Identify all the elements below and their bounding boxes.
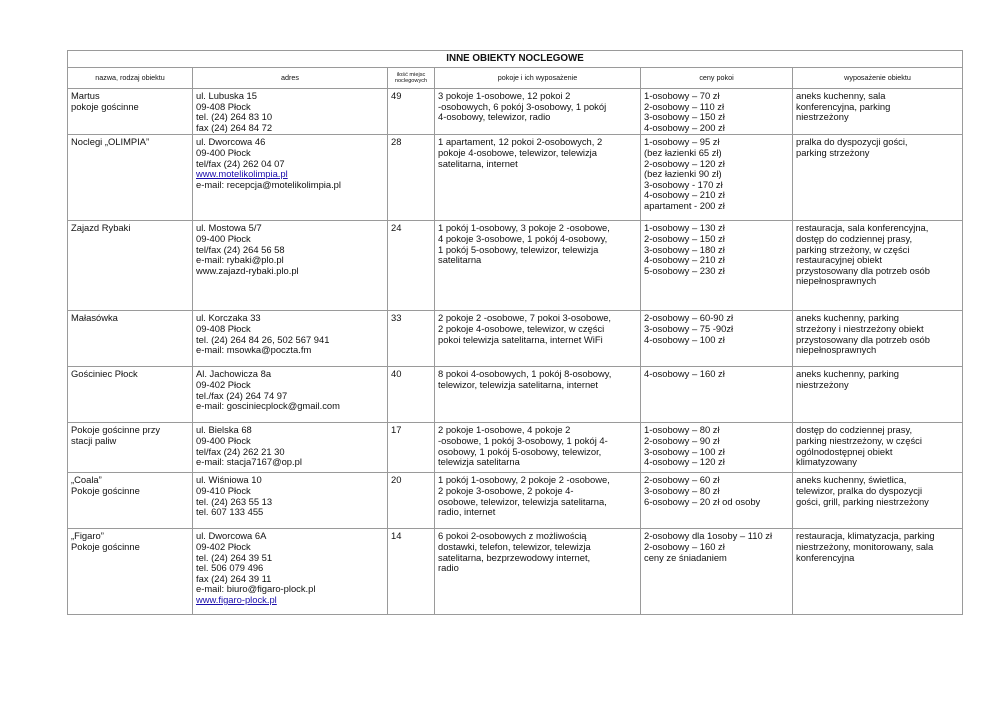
cell-prices: 1-osobowy – 70 zł 2-osobowy – 110 zł 3-osobowy – 150 zł 4-osobowy – 200 zł bbox=[641, 89, 793, 135]
address-line: e-mail: stacja7167@op.pl bbox=[196, 456, 302, 468]
address-line: tel./fax (24) 264 74 97 bbox=[196, 389, 288, 401]
table-row bbox=[68, 135, 963, 221]
cell-name: Noclegi „OLIMPIA” bbox=[68, 135, 193, 221]
address-line: tel. 607 133 455 bbox=[196, 506, 264, 518]
cell-rooms: 6 pokoi 2-osobowych z możliwością dostawki, telefon, telewizor, telewizja satelitarna, bezprzewodowy internet, radio bbox=[435, 529, 641, 615]
cell-beds: 17 bbox=[388, 423, 435, 473]
table-row bbox=[68, 473, 963, 529]
address-line: Al. Jachowicza 8a bbox=[196, 368, 272, 380]
cell-equipment: pralka do dyspozycji gości, parking strzeżony bbox=[793, 135, 963, 221]
cell-equipment: restauracja, sala konferencyjna, dostęp do codziennej prasy, parking strzeżony, w części restauracyjnej obiekt przystosowany dla potrzeb osób niepełnosprawnych bbox=[793, 221, 963, 311]
header-beds: ilość miejsc noclegowych bbox=[388, 68, 435, 89]
address-line: 09-408 Płock bbox=[196, 322, 251, 334]
cell-equipment: dostęp do codziennej prasy, parking niestrzeżony, w części ogólnodostępnej obiekt klimatyzowany bbox=[793, 423, 963, 473]
cell-name: Pokoje gościnne przy stacji paliw bbox=[68, 423, 193, 473]
cell-rooms: 2 pokoje 2 -osobowe, 7 pokoi 3-osobowe, 2 pokoje 4-osobowe, telewizor, w części pokoi telewizja satelitarna, internet WiFi bbox=[435, 311, 641, 367]
website-link[interactable]: www.figaro-plock.pl bbox=[196, 593, 277, 605]
cell-address bbox=[193, 89, 388, 135]
address-line: 09-400 Płock bbox=[196, 232, 251, 244]
cell-name: Martus pokoje gościnne bbox=[68, 89, 193, 135]
header-address: adres bbox=[193, 68, 388, 89]
cell-prices: 2-osobowy dla 1osoby – 110 zł 2-osobowy – 160 zł ceny ze śniadaniem bbox=[641, 529, 793, 615]
address-line: ul. Mostowa 5/7 bbox=[196, 222, 262, 234]
address-line: ul. Wiśniowa 10 bbox=[196, 474, 262, 486]
cell-address bbox=[193, 473, 388, 529]
cell-beds: 20 bbox=[388, 473, 435, 529]
address-line: ul. Dworcowa 6A bbox=[196, 530, 267, 542]
address-line: ul. Bielska 68 bbox=[196, 424, 252, 436]
address-line: tel. (24) 263 55 13 bbox=[196, 495, 273, 507]
cell-rooms: 8 pokoi 4-osobowych, 1 pokój 8-osobowy, telewizor, telewizja satelitarna, internet bbox=[435, 367, 641, 423]
cell-prices: 1-osobowy – 130 zł 2-osobowy – 150 zł 3-osobowy – 180 zł 4-osobowy – 210 zł 5-osobowy – 230 zł bbox=[641, 221, 793, 311]
address-line: 09-402 Płock bbox=[196, 540, 251, 552]
address-line: 09-400 Płock bbox=[196, 434, 251, 446]
cell-rooms: 1 pokój 1-osobowy, 3 pokoje 2 -osobowe, 4 pokoje 3-osobowe, 1 pokój 4-osobowy, 1 pokój 5-osobowy, telewizor, telewizja satelitarna bbox=[435, 221, 641, 311]
address-line: tel. (24) 264 39 51 bbox=[196, 551, 273, 563]
cell-prices: 4-osobowy – 160 zł bbox=[641, 367, 793, 423]
address-line: 09-402 Płock bbox=[196, 378, 251, 390]
cell-name: „Figaro” Pokoje gościnne bbox=[68, 529, 193, 615]
address-line: e-mail: recepcja@motelikolimpia.pl bbox=[196, 178, 341, 190]
cell-address bbox=[193, 221, 388, 311]
address-line: ul. Lubuska 15 bbox=[196, 90, 257, 101]
address-line: fax (24) 264 39 11 bbox=[196, 572, 272, 584]
table-title: INNE OBIEKTY NOCLEGOWE bbox=[68, 51, 963, 68]
cell-equipment: aneks kuchenny, świetlica, telewizor, pralka do dyspozycji gości, grill, parking niestrzeżony bbox=[793, 473, 963, 529]
address-line: e-mail: msowka@poczta.fm bbox=[196, 344, 312, 356]
cell-prices: 2-osobowy – 60 zł 3-osobowy – 80 zł 6-osobowy – 20 zł od osoby bbox=[641, 473, 793, 529]
address-line: ul. Korczaka 33 bbox=[196, 312, 261, 324]
accommodation-table bbox=[67, 50, 963, 615]
address-line: e-mail: biuro@figaro-plock.pl bbox=[196, 583, 316, 595]
cell-beds: 33 bbox=[388, 311, 435, 367]
address-line: tel/fax (24) 262 21 30 bbox=[196, 445, 285, 457]
address-line: e-mail: rybaki@plo.pl bbox=[196, 254, 284, 266]
header-name: nazwa, rodzaj obiektu bbox=[68, 68, 193, 89]
cell-prices: 2-osobowy – 60-90 zł 3-osobowy – 75 -90zł 4-osobowy – 100 zł bbox=[641, 311, 793, 367]
address-line: tel. (24) 264 83 10 bbox=[196, 111, 273, 123]
table-row bbox=[68, 423, 963, 473]
header-prices: ceny pokoi bbox=[641, 68, 793, 89]
cell-name: „Coala” Pokoje gościnne bbox=[68, 473, 193, 529]
cell-address bbox=[193, 529, 388, 615]
cell-address bbox=[193, 311, 388, 367]
cell-name: Małasówka bbox=[68, 311, 193, 367]
cell-address bbox=[193, 367, 388, 423]
cell-beds: 49 bbox=[388, 89, 435, 135]
address-line: tel/fax (24) 262 04 07 bbox=[196, 157, 285, 169]
address-line: 09-408 Płock bbox=[196, 100, 251, 112]
address-line: tel/fax (24) 264 56 58 bbox=[196, 243, 285, 255]
cell-beds: 14 bbox=[388, 529, 435, 615]
cell-name: Gościniec Płock bbox=[68, 367, 193, 423]
header-rooms: pokoje i ich wyposażenie bbox=[435, 68, 641, 89]
address-line: 09-410 Płock bbox=[196, 484, 251, 496]
cell-rooms: 3 pokoje 1-osobowe, 12 pokoi 2 -osobowych, 6 pokój 3-osobowy, 1 pokój 4-osobowy, telewizor, radio bbox=[435, 89, 641, 135]
table-row bbox=[68, 221, 963, 311]
address-line: e-mail: gosciniecplock@gmail.com bbox=[196, 400, 340, 412]
cell-rooms: 1 pokój 1-osobowy, 2 pokoje 2 -osobowe, 2 pokoje 3-osobowe, 2 pokoje 4- osobowe, telewizor, telewizja satelitarna, radio, internet bbox=[435, 473, 641, 529]
cell-beds: 40 bbox=[388, 367, 435, 423]
address-line: tel. (24) 264 84 26, 502 567 941 bbox=[196, 333, 330, 345]
website-link[interactable]: www.motelikolimpia.pl bbox=[196, 168, 288, 180]
cell-address bbox=[193, 423, 388, 473]
address-line: fax (24) 264 84 72 bbox=[196, 121, 273, 133]
cell-rooms: 2 pokoje 1-osobowe, 4 pokoje 2 -osobowe, 1 pokój 3-osobowy, 1 pokój 4- osobowy, 1 pokój 5-osobowy, telewizor, telewizja satelitarna bbox=[435, 423, 641, 473]
cell-prices: 1-osobowy – 95 zł (bez łazienki 65 zł) 2-osobowy – 120 zł (bez łazienki 90 zł) 3-osobowy - 170 zł 4-osobowy – 210 zł apartament - 200 zł bbox=[641, 135, 793, 221]
address-line: 09-400 Płock bbox=[196, 146, 251, 158]
cell-beds: 24 bbox=[388, 221, 435, 311]
cell-rooms: 1 apartament, 12 pokoi 2-osobowych, 2 pokoje 4-osobowe, telewizor, telewizja satelitarna, internet bbox=[435, 135, 641, 221]
address-line: www.zajazd-rybaki.plo.pl bbox=[196, 264, 299, 276]
cell-equipment: aneks kuchenny, sala konferencyjna, parking niestrzeżony bbox=[793, 89, 963, 135]
address-line: ul. Dworcowa 46 bbox=[196, 136, 266, 148]
table-row bbox=[68, 529, 963, 615]
cell-beds: 28 bbox=[388, 135, 435, 221]
header-equipment: wyposażenie obiektu bbox=[793, 68, 963, 89]
cell-prices: 1-osobowy – 80 zł 2-osobowy – 90 zł 3-osobowy – 100 zł 4-osobowy – 120 zł bbox=[641, 423, 793, 473]
cell-equipment: aneks kuchenny, parking niestrzeżony bbox=[793, 367, 963, 423]
cell-address bbox=[193, 135, 388, 221]
table-row bbox=[68, 311, 963, 367]
address-line: tel. 506 079 496 bbox=[196, 562, 264, 574]
table-body bbox=[68, 89, 963, 615]
cell-equipment: aneks kuchenny, parking strzeżony i niestrzeżony obiekt przystosowany dla potrzeb osób niepełnosprawnych bbox=[793, 311, 963, 367]
table-row bbox=[68, 367, 963, 423]
table-row bbox=[68, 89, 963, 135]
cell-equipment: restauracja, klimatyzacja, parking niestrzeżony, monitorowany, sala konferencyjna bbox=[793, 529, 963, 615]
cell-name: Zajazd Rybaki bbox=[68, 221, 193, 311]
